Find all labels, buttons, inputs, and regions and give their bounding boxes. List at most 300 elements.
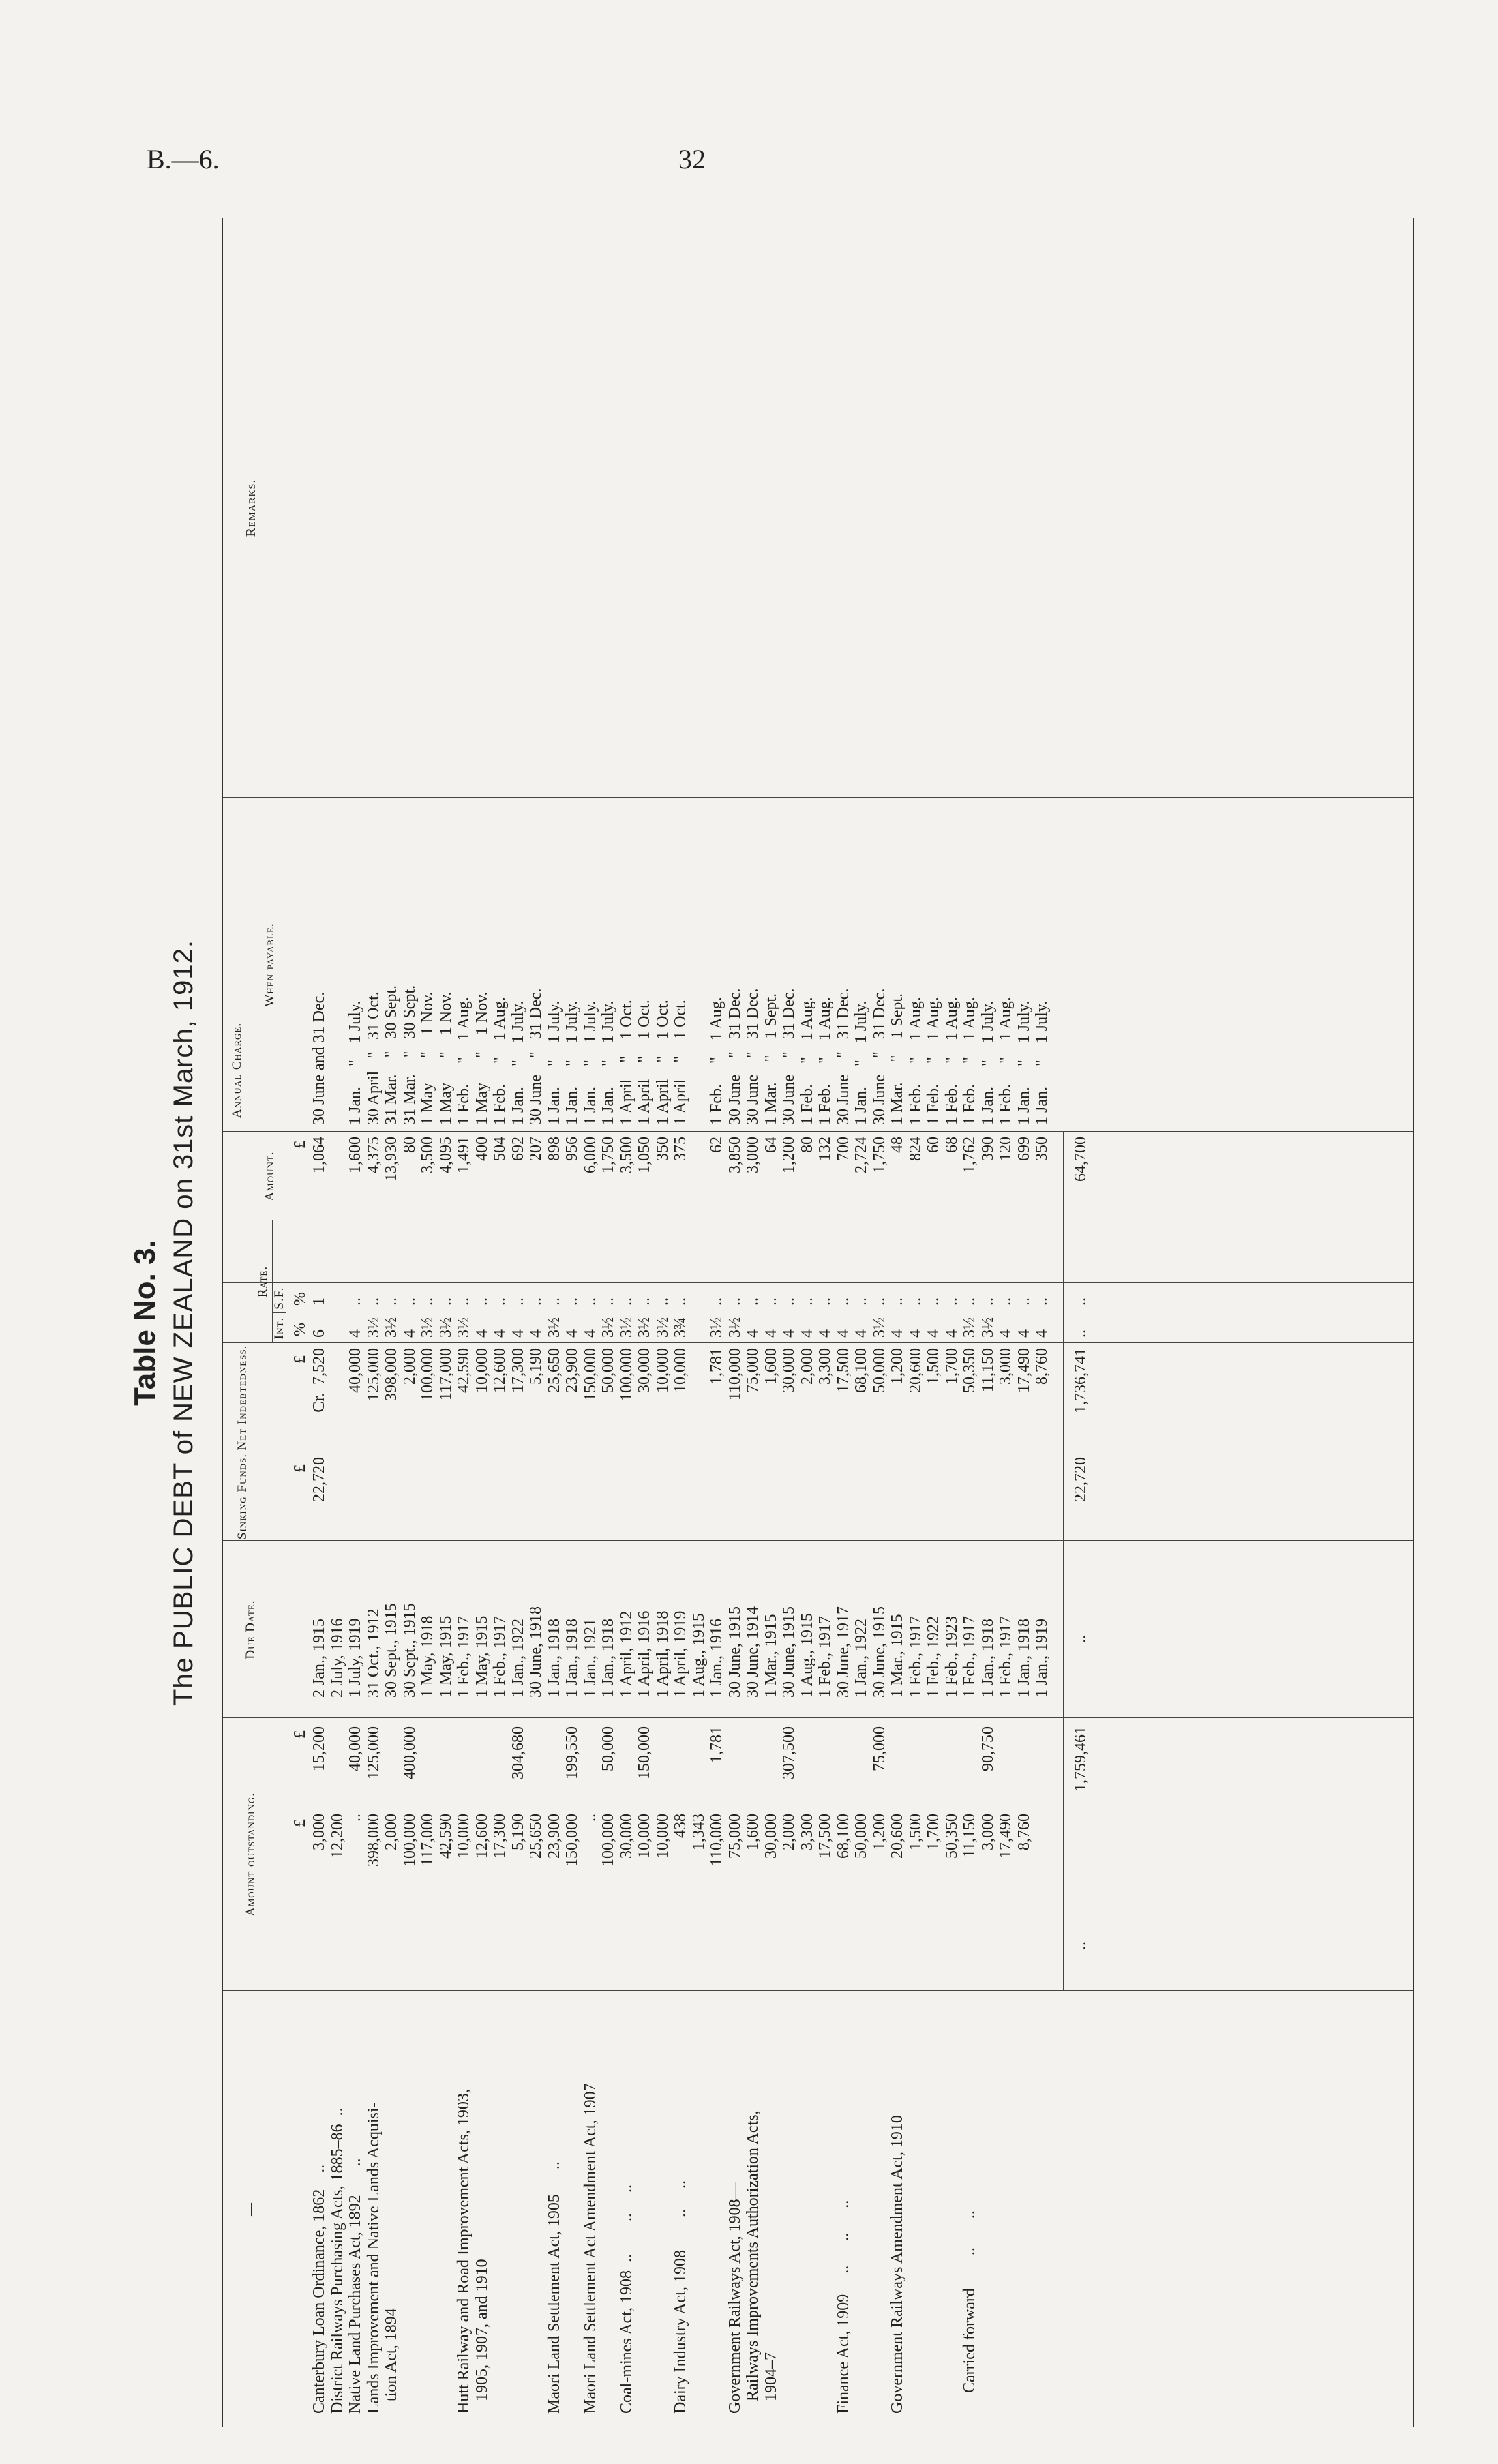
amount-outstanding-cell: .. [581,1814,599,1822]
totals-rule [1063,1132,1064,1718]
net-indebtedness-cell: 398,000 [383,1348,400,1401]
amount-outstanding-cell: 110,000 [708,1814,725,1867]
amount-outstanding-cell: 12,600 [473,1814,491,1859]
annual-amount-cell: 80 [400,1137,419,1153]
total-outstanding: 1,759,461 [1072,1726,1090,1792]
act-name: District Railways Purchasing Acts, 1885–86 .. [328,2107,346,2414]
amount-outstanding-cell: 1,700 [925,1814,942,1850]
when-payable-cell: 1 May " 1 Nov. [473,991,491,1125]
act-name: Hutt Railway and Road Improvement Acts, 1903, [455,2089,473,2414]
group-total-cell: 40,000 [346,1726,364,1771]
due-date-cell: 1 Feb., 1917 [816,1616,834,1698]
rate-sf-cell: .. [383,1297,400,1306]
due-date-cell: 1 Jan., 1918 [978,1619,997,1698]
amount-outstanding-cell: 20,600 [888,1814,906,1859]
net-indebtedness-cell: 150,000 [581,1348,599,1401]
annual-amount-cell: 207 [527,1137,545,1161]
net-indebtedness-cell: 100,000 [419,1348,436,1401]
net-indebtedness-cell: 30,000 [635,1348,653,1393]
column-rule [223,1717,1413,1718]
sinking-funds-cell: 22,720 [310,1457,328,1502]
total-int-dots: .. [1072,1329,1090,1338]
net-indebtedness-cell: 5,190 [527,1348,545,1385]
amount-outstanding-cell: 10,000 [653,1814,672,1859]
net-indebtedness-cell: 1,781 [708,1348,725,1385]
rate-sf-cell: .. [509,1297,527,1306]
net-indebtedness-cell: 2,000 [400,1348,419,1385]
group-total-cell: 1,781 [708,1726,725,1763]
rate-sf-cell: .. [888,1297,906,1306]
rate-int-cell: 4 [346,1329,364,1338]
rate-sf-cell: .. [978,1297,997,1306]
net-indebtedness-cell: 10,000 [653,1348,672,1393]
total-annual-charge: 64,700 [1072,1137,1090,1182]
annual-amount-cell: 80 [798,1137,816,1153]
annual-amount-cell: 390 [978,1137,997,1161]
due-date-cell: 1 Feb., 1922 [925,1616,942,1698]
when-payable-cell: 30 June " 31 Dec. [744,988,762,1125]
when-payable-column [310,805,1051,1125]
rate-sf-cell: .. [436,1297,455,1306]
amount-outstanding-cell: 3,300 [798,1814,816,1850]
due-date-cell: 30 June, 1918 [527,1606,545,1698]
rate-sf-cell: .. [1033,1297,1051,1306]
group-total-cell: 125,000 [364,1726,383,1779]
net-indebtedness-cell: 17,500 [834,1348,852,1393]
due-date-cell: 1 Jan., 1922 [509,1619,527,1698]
when-payable-cell: 1 Feb. " 1 Aug. [491,997,509,1125]
annual-amount-cell: 1,491 [455,1137,473,1173]
annual-amount-cell [690,1137,708,1217]
rate-int-cell: 4 [1015,1329,1033,1338]
rate-sf-cell: .. [672,1297,689,1306]
rate-int-cell: 4 [834,1329,852,1338]
debt-table [222,218,1414,2427]
col-when-payable-header: When payable. [263,922,277,1007]
rate-sf-cell: .. [527,1297,545,1306]
net-indebtedness-cell: 40,000 [346,1348,364,1393]
net-indebtedness-cell: 1,600 [762,1348,780,1385]
when-payable-cell: 30 June " 31 Dec. [834,988,852,1125]
net-indebtedness-column [310,1348,1051,1449]
act-name: Government Railways Act, 1908— [725,2182,744,2414]
when-payable-cell: 30 June " 31 Dec. [780,988,798,1125]
rate-int-cell: 4 [798,1329,816,1338]
due-date-cell: 1 Feb., 1923 [942,1616,961,1698]
rate-sf-cell: .. [563,1297,581,1306]
rate-int-cell: 3½ [436,1317,455,1338]
rate-sf-cell [329,1284,347,1306]
due-date-column [310,1544,1051,1698]
net-indebtedness-cell [329,1348,347,1449]
unit-pound: £ [291,1819,309,1827]
when-payable-cell: 30 June " 31 Dec. [725,988,744,1125]
annual-amount-column [310,1137,1051,1217]
annual-amount-cell: 64 [762,1137,780,1153]
annual-amount-cell: 824 [906,1137,925,1161]
rate-int-cell: 3½ [870,1317,888,1338]
rate-int-cell: 4 [563,1329,581,1338]
rate-int-cell: 3½ [978,1317,997,1338]
net-indebtedness-cell: 50,000 [599,1348,617,1393]
act-name: Carried forward .. .. [961,2210,978,2414]
when-payable-cell: 30 June " 31 Dec. [527,988,545,1125]
net-indebtedness-cell: 125,000 [364,1348,383,1401]
unit-pound: £ [291,1355,309,1364]
group-total-cell: 304,680 [509,1726,527,1779]
net-indebtedness-cell: 8,760 [1033,1348,1051,1385]
act-name [419,1998,437,2414]
column-rule [223,1540,1413,1541]
unit-pct: % [291,1292,309,1306]
col-annual-charge-header: Annual Charge. [230,1022,244,1119]
rate-sf-cell: .. [852,1297,870,1306]
rate-sf-cell: .. [599,1297,617,1306]
amount-outstanding-cell: 1,500 [906,1814,925,1850]
rate-int-cell: 4 [473,1329,491,1338]
rate-sf-cell: .. [816,1297,834,1306]
total-net-indebtedness: 1,736,741 [1072,1348,1090,1413]
due-date-cell: 1 July, 1919 [346,1618,364,1698]
rate-int-column [310,1313,1051,1338]
due-date-cell: 1 Feb., 1917 [961,1616,978,1698]
col-act-header: — [243,2202,258,2216]
rate-sf-cell: .. [491,1297,509,1306]
annual-amount-cell: 48 [888,1137,906,1153]
act-name: Finance Act, 1909 .. .. .. [834,2199,852,2414]
due-date-cell: 1 Jan., 1916 [708,1619,725,1698]
rate-sf-cell: .. [798,1297,816,1306]
annual-amount-cell: 1,750 [870,1137,888,1173]
net-indebtedness-cell: 1,700 [942,1348,961,1385]
group-total-cell: 50,000 [599,1726,617,1771]
amount-outstanding-cell: 17,300 [491,1814,509,1859]
when-payable-cell: 1 Feb. " 1 Aug. [798,997,816,1125]
act-name [654,1998,672,2414]
unit-pound: £ [291,1730,309,1739]
when-payable-cell: 30 June and 31 Dec. [310,991,328,1125]
rate-int-cell: 4 [744,1329,762,1338]
rate-sf-cell: .. [942,1297,961,1306]
net-indebtedness-cell: 10,000 [672,1348,689,1393]
act-name: Dairy Industry Act, 1908 .. .. [672,2180,689,2414]
rate-int-cell: 3½ [599,1317,617,1338]
act-name [437,1998,455,2414]
annual-amount-cell: 4,375 [364,1137,383,1173]
group-total-cell: 400,000 [400,1726,419,1779]
annual-amount-cell: 1,200 [780,1137,798,1173]
when-payable-cell: 1 Jan. " 1 July. [599,1000,617,1125]
amount-outstanding-cell: 42,590 [436,1814,455,1859]
annual-amount-cell: 1,762 [961,1137,978,1173]
net-indebtedness-cell: 12,600 [491,1348,509,1393]
when-payable-cell: 1 April " 1 Oct. [617,1000,635,1125]
due-date-cell: 1 Jan., 1922 [852,1619,870,1698]
when-payable-cell: 30 April " 31 Oct. [364,991,383,1125]
rate-int-cell: 4 [888,1329,906,1338]
col-remarks-header: Remarks. [243,479,258,537]
when-payable-cell [329,805,347,1125]
act-name [871,1998,889,2414]
amount-outstanding-cell: 23,900 [545,1814,563,1859]
annual-amount-cell: 504 [491,1137,509,1161]
col-rate-sf-header: S.F. [272,1287,286,1310]
rate-int-cell: 3½ [383,1317,400,1338]
amount-outstanding-cell: 3,000 [978,1814,997,1850]
net-indebtedness-cell [690,1348,708,1449]
group-total-cell: 307,500 [780,1726,798,1779]
act-name: Coal-mines Act, 1908 .. .. .. [617,2184,635,2414]
rate-sf-cell: .. [744,1297,762,1306]
net-indebtedness-cell: 23,900 [563,1348,581,1393]
annual-amount-cell: 13,930 [383,1137,400,1182]
when-payable-cell: 31 Mar. " 30 Sept. [383,985,400,1125]
table-number: Table No. 3. [128,1239,162,1406]
act-name [780,1998,798,2414]
act-name [563,1998,582,2414]
annual-amount-cell: 350 [653,1137,672,1161]
total-due-dots: .. [1072,1635,1090,1643]
rate-int-cell: 3½ [708,1317,725,1338]
rate-sf-cell: .. [997,1297,1015,1306]
totals-rule [1063,1718,1064,1991]
rate-sf-cell: .. [780,1297,798,1306]
annual-amount-cell: 400 [473,1137,491,1161]
rate-int-cell: 3½ [419,1317,436,1338]
rate-int-cell [690,1313,708,1338]
act-name [509,1998,528,2414]
due-date-cell: 1 Feb., 1917 [491,1616,509,1698]
rate-int-cell: 3½ [653,1317,672,1338]
rate-int-cell: 4 [816,1329,834,1338]
rate-int-cell: 3½ [545,1317,563,1338]
amount-outstanding-cell: 8,760 [1015,1814,1033,1850]
annual-amount-cell: 68 [942,1137,961,1153]
amount-outstanding-cell: 1,200 [870,1814,888,1850]
total-amt-dots: .. [1072,1942,1090,1950]
when-payable-cell: 1 Jan. " 1 July. [563,1000,581,1125]
act-name [599,1998,618,2414]
due-date-cell: 30 Sept., 1915 [383,1603,400,1698]
when-payable-cell: 1 May " 1 Nov. [436,991,455,1125]
total-sinking-funds: 22,720 [1072,1457,1090,1502]
rate-sf-cell: .. [545,1297,563,1306]
act-name: Maori Land Settlement Act Amendment Act, 1907 [581,2083,599,2414]
when-payable-cell: 1 Feb. " 1 Aug. [997,997,1015,1125]
rate-int-cell: 3½ [364,1317,383,1338]
due-date-cell: 1 April, 1916 [635,1610,653,1698]
rate-sf-cell [690,1284,708,1306]
column-rule [223,1131,1413,1132]
net-indebtedness-cell: 50,000 [870,1348,888,1393]
total-sf-dots: .. [1072,1297,1090,1306]
amount-outstanding-cell: 5,190 [509,1814,527,1850]
net-indebtedness-cell: 42,590 [455,1348,473,1393]
net-indebtedness-cell: Cr. 7,520 [310,1348,328,1413]
due-date-cell: 30 June, 1914 [744,1606,762,1698]
rate-sf-cell: .. [1015,1297,1033,1306]
act-name: Railways Improvements Authorization Acts, [744,2110,762,2414]
due-date-cell: 1 Aug., 1915 [798,1612,816,1698]
amount-outstanding-column [310,1814,1051,1984]
due-date-cell: 1 Mar., 1915 [762,1614,780,1698]
net-indebtedness-cell: 17,300 [509,1348,527,1393]
page-code: B.—6. [147,144,220,175]
act-name: Government Railways Amendment Act, 1910 [888,2115,906,2414]
due-date-cell: 30 Sept., 1915 [400,1603,419,1698]
annual-amount-cell: 350 [1033,1137,1051,1161]
when-payable-cell: 1 Jan. " 1 July. [852,1000,870,1125]
rate-sf-cell: .. [419,1297,436,1306]
amount-outstanding-cell: 17,500 [816,1814,834,1859]
rate-int-cell: 3¾ [672,1317,689,1338]
act-name: tion Act, 1894 [383,2308,400,2414]
due-date-cell: 1 Jan., 1919 [1033,1619,1051,1698]
act-name [907,1998,925,2414]
annual-amount-cell: 3,500 [617,1137,635,1173]
rate-int-cell: 3½ [635,1317,653,1338]
net-indebtedness-cell: 117,000 [436,1348,455,1401]
annual-amount-cell: 1,750 [599,1137,617,1173]
when-payable-cell [690,805,708,1125]
col-amount-header: Amount. [263,1151,277,1201]
rate-sf-cell: .. [925,1297,942,1306]
rate-sf-cell: .. [725,1297,744,1306]
col-rate-int-header: Int. [272,1317,286,1340]
net-indebtedness-cell: 11,150 [978,1348,997,1393]
when-payable-cell: 1 Jan. " 1 July. [509,1000,527,1125]
when-payable-cell: 1 Feb. " 1 Aug. [961,997,978,1125]
group-total-cell: 199,550 [563,1726,581,1779]
amount-outstanding-cell: 50,350 [942,1814,961,1859]
due-date-cell: 1 Feb., 1917 [997,1616,1015,1698]
net-indebtedness-cell: 2,000 [798,1348,816,1385]
column-rule [223,1342,1413,1343]
amount-outstanding-cell: .. [346,1814,364,1822]
group-total-cell: 150,000 [635,1726,653,1779]
col-rate-header: Rate. [256,1265,270,1298]
annual-amount-cell: 898 [545,1137,563,1161]
sinking-funds-column [310,1457,329,1537]
rate-int-cell: 3½ [455,1317,473,1338]
annual-amount-cell: 62 [708,1137,725,1153]
act-name [925,1998,943,2414]
net-indebtedness-cell: 110,000 [725,1348,744,1401]
when-payable-cell: 1 Jan. " 1 July. [346,1000,364,1125]
rate-sf-cell: .. [870,1297,888,1306]
unit-pound: £ [291,1464,309,1473]
rate-sf-cell: .. [364,1297,383,1306]
group-total-cell: 90,750 [978,1726,997,1771]
amount-outstanding-cell: 117,000 [419,1814,436,1867]
due-date-cell: 1 April, 1912 [617,1610,635,1698]
amount-outstanding-cell: 1,600 [744,1814,762,1850]
due-date-cell: 1 Jan., 1918 [599,1619,617,1698]
amount-outstanding-cell: 30,000 [762,1814,780,1859]
when-payable-cell: 1 Jan. " 1 July. [1015,1000,1033,1125]
due-date-cell: 31 Oct., 1912 [364,1608,383,1698]
amount-outstanding-cell: 10,000 [455,1814,473,1859]
rate-sf-cell: .. [617,1297,635,1306]
rate-int-cell: 4 [997,1329,1015,1338]
amount-outstanding-cell: 1,343 [689,1814,708,1850]
table-caption: The PUBLIC DEBT of NEW ZEALAND on 31st March, 1912. [168,940,198,1707]
annual-amount-cell: 375 [672,1137,689,1161]
net-indebtedness-cell: 75,000 [744,1348,762,1393]
amount-outstanding-cell: 50,000 [852,1814,870,1859]
when-payable-cell: 1 Feb. " 1 Aug. [455,997,473,1125]
rate-sf-cell: 1 [310,1297,328,1306]
annual-amount-cell: 1,050 [635,1137,653,1173]
amount-outstanding-cell: 2,000 [383,1814,400,1850]
act-name [708,1998,726,2414]
rate-sf-cell: .. [653,1297,672,1306]
annual-amount-cell: 700 [834,1137,852,1161]
amount-outstanding-cell: 25,650 [527,1814,545,1859]
act-name [527,1998,545,2414]
act-name [690,1998,708,2414]
amount-outstanding-cell: 10,000 [635,1814,653,1859]
annual-amount-cell: 692 [509,1137,527,1161]
annual-amount-cell: 132 [816,1137,834,1161]
rate-int-cell: 4 [491,1329,509,1338]
amount-outstanding-cell [1033,1814,1051,1984]
rate-sf-cell: .. [834,1297,852,1306]
rate-sf-cell: .. [635,1297,653,1306]
rate-int-cell: 4 [852,1329,870,1338]
page-number: 32 [678,144,706,175]
due-date-cell: 1 Mar., 1915 [888,1614,906,1698]
net-indebtedness-cell: 100,000 [617,1348,635,1401]
amount-outstanding-cell: 100,000 [400,1814,419,1867]
due-date-cell: 1 Jan., 1921 [581,1619,599,1698]
group-total-cell: 75,000 [870,1726,888,1771]
net-indebtedness-cell: 3,000 [997,1348,1015,1385]
annual-amount-cell: 6,000 [581,1137,599,1173]
rate-int-cell: 4 [527,1329,545,1338]
act-name [635,1998,654,2414]
when-payable-cell: 1 May " 1 Nov. [419,991,436,1125]
act-names-column [310,1998,979,2414]
rate-sf-cell: .. [455,1297,473,1306]
when-payable-cell: 1 Jan. " 1 July. [545,1000,563,1125]
rate-int-cell: 4 [906,1329,925,1338]
amount-outstanding-cell: 3,000 [310,1814,328,1850]
rate-sf-cell: .. [473,1297,491,1306]
when-payable-cell: 1 April " 1 Oct. [635,1000,653,1125]
rate-sf-cell: .. [961,1297,978,1306]
due-date-cell: 1 April, 1919 [672,1610,689,1698]
amount-outstanding-cell: 100,000 [599,1814,617,1867]
due-date-cell: 1 Jan., 1918 [545,1619,563,1698]
due-date-cell: 1 Feb., 1917 [455,1616,473,1698]
net-indebtedness-cell: 30,000 [780,1348,798,1393]
act-name [852,1998,871,2414]
table-title [126,218,203,2427]
due-date-cell: 1 Jan., 1918 [563,1619,581,1698]
rate-int-cell: 4 [1033,1329,1051,1338]
when-payable-cell: 1 Mar. " 1 Sept. [762,993,780,1125]
annual-amount-cell: 3,850 [725,1137,744,1173]
act-name [816,1998,835,2414]
annual-amount-cell: 1,064 [310,1137,328,1173]
rate-sf-cell: .. [708,1297,725,1306]
act-name: 1905, 1907, and 1910 [473,2259,491,2414]
act-name: 1904–7 [762,2352,780,2414]
due-date-cell: 1 May, 1915 [436,1615,455,1698]
due-date-cell: 1 May, 1915 [473,1615,491,1698]
when-payable-cell: 1 Feb. " 1 Aug. [925,997,942,1125]
